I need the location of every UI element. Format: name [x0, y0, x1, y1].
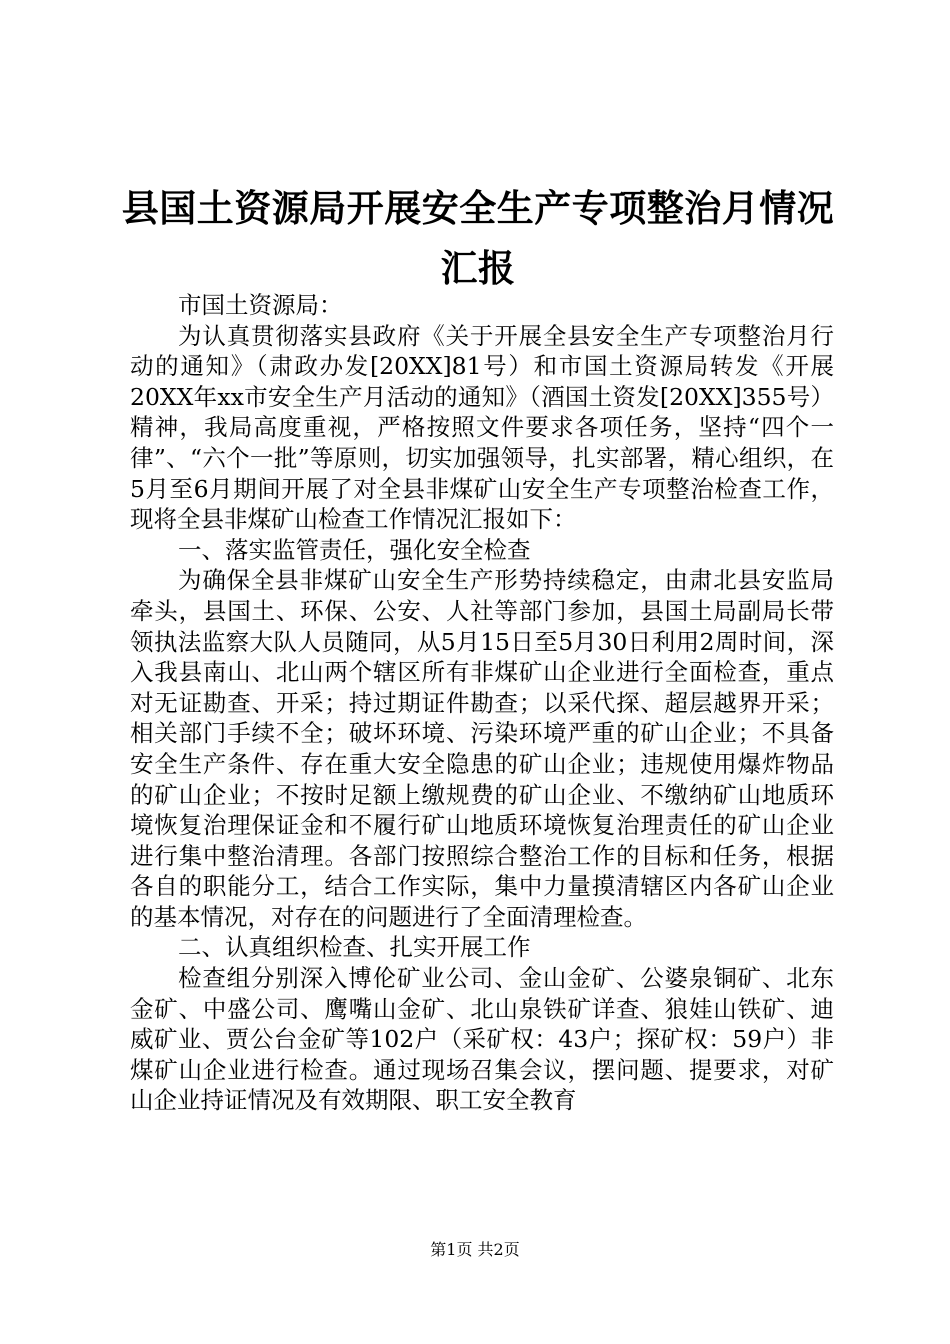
salutation: 市国土资源局： — [178, 291, 343, 319]
paragraph-intro: 为认真贯彻落实县政府《关于开展全县安全生产专项整治月行动的通知》（肃政办发[20XX]81号）和市国土资源局转发《开展20XX年xx市安全生产月活动的通知》（酒国土资发[20XX]355号）精神，我局高度重视，严格按照文件要求各项任务，坚持“四个一律”、“六个一批”等原则，切实加强领导，扎实部署，精心组织，在5月至6月期间开展了对全县非煤矿山安全生产专项整治检查工作，现将全县非煤矿山检查工作情况汇报如下： — [130, 321, 834, 534]
section-heading-1: 一、落实监管责任，强化安全检查 — [178, 535, 531, 564]
document-title: 县国土资源局开展安全生产专项整治月情况汇报 — [121, 186, 835, 290]
paragraph-section-2: 检查组分别深入博伦矿业公司、金山金矿、公婆泉铜矿、北东金矿、中盛公司、鹰嘴山金矿、北山泉铁矿详查、狼娃山铁矿、迪威矿业、贾公台金矿等102户（采矿权：43户；探矿权：59户）非煤矿山企业进行检查。通过现场召集会议，摆问题、提要求，对矿山企业持证情况及有效期限、职工安全教育 — [130, 964, 834, 1115]
section-heading-2: 二、认真组织检查、扎实开展工作 — [178, 933, 531, 962]
document-body — [130, 290, 834, 1116]
paragraph-section-1: 为确保全县非煤矿山安全生产形势持续稳定，由肃北县安监局牵头，县国土、环保、公安、人社等部门参加，县国土局副局长带领执法监察大队人员随同，从5月15日至5月30日利用2周时间，深入我县南山、北山两个辖区所有非煤矿山企业进行全面检查，重点对无证勘查、开采；持过期证件勘查；以采代探、超层越界开采；相关部门手续不全；破坏环境、污染环境严重的矿山企业；不具备安全生产条件、存在重大安全隐患的矿山企业；违规使用爆炸物品的矿山企业；不按时足额上缴规费的矿山企业、不缴纳矿山地质环境恢复治理保证金和不履行矿山地质环境恢复治理责任的矿山企业进行集中整治清理。各部门按照综合整治工作的目标和任务，根据各自的职能分工，结合工作实际，集中力量摸清辖区内各矿山企业的基本情况，对存在的问题进行了全面清理检查。 — [130, 566, 834, 931]
page-footer: 第1页 共2页 — [430, 1240, 520, 1259]
